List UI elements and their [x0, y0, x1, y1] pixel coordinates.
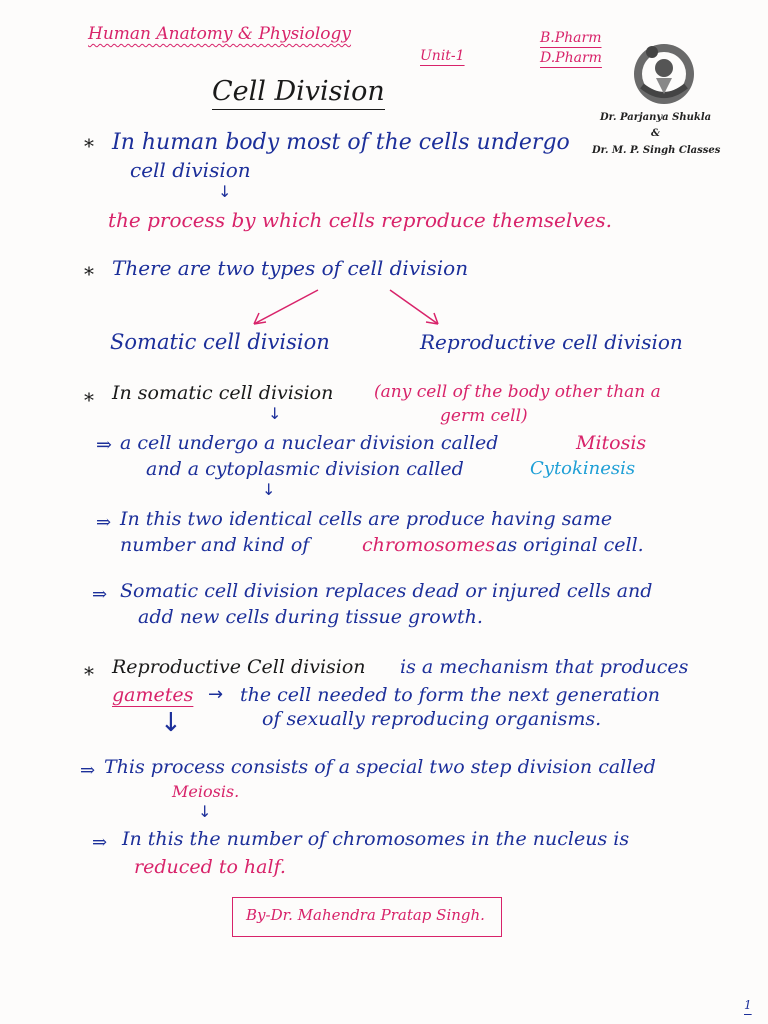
arrow-down-3: ↓	[262, 480, 276, 499]
p1-line1: In human body most of the cells undergo	[112, 130, 570, 155]
p5-line2a: number and kind of	[120, 534, 310, 556]
p7-line3: of sexually reproducing organisms.	[262, 708, 602, 730]
implies-9: ⇒	[92, 832, 108, 853]
p4-cytokinesis: Cytokinesis	[530, 458, 636, 479]
p4-mitosis: Mitosis	[576, 432, 647, 454]
type-reproductive: Reproductive cell division	[420, 330, 683, 354]
implies-4: ⇒	[96, 434, 112, 456]
type-somatic: Somatic cell division	[110, 330, 330, 354]
p7-title: Reproductive Cell division	[112, 656, 366, 678]
course-dpharm: D.Pharm	[540, 50, 602, 66]
bullet-3: *	[84, 388, 94, 412]
implies-8: ⇒	[80, 760, 96, 781]
page-number: 1	[744, 998, 752, 1012]
credit-name-2: Dr. M. P. Singh Classes	[592, 145, 721, 156]
arrow-down-7: ↓	[160, 708, 182, 738]
p3-note: (any cell of the body other than a	[374, 382, 661, 402]
p5-chromosomes: chromosomes	[362, 534, 496, 556]
unit-label: Unit-1	[420, 48, 465, 64]
p5-line2b: as original cell.	[496, 534, 644, 556]
p1-definition: the process by which cells reproduce themselves.	[108, 208, 613, 232]
credit-name-1: Dr. Parjanya Shukla	[600, 112, 712, 123]
credit-amp: &	[651, 128, 661, 139]
p9-line2: reduced to half.	[134, 856, 286, 878]
p5-line1: In this two identical cells are produce having same	[120, 508, 613, 530]
p7-line2: the cell needed to form the next generation	[240, 684, 661, 706]
subject-title: Human Anatomy & Physiology	[88, 24, 352, 44]
signature: By-Dr. Mahendra Pratap Singh.	[246, 906, 485, 924]
course-bpharm: B.Pharm	[540, 30, 602, 46]
classes-logo-icon	[628, 38, 700, 110]
p9-line1: In this the number of chromosomes in the nucleus is	[122, 828, 630, 850]
bullet-7: *	[84, 662, 94, 686]
p4-line1: a cell undergo a nuclear division called	[120, 432, 499, 454]
p8-meiosis: Meiosis.	[172, 782, 240, 801]
p6-line2: add new cells during tissue growth.	[138, 606, 483, 628]
p6-line1: Somatic cell division replaces dead or injured cells and	[120, 580, 653, 602]
p8-line1: This process consists of a special two step division called	[104, 756, 656, 778]
implies-6: ⇒	[92, 584, 108, 605]
implies-5: ⇒	[96, 512, 112, 533]
arrow-down-2: ↓	[268, 404, 282, 423]
p4-line2: and a cytoplasmic division called	[146, 458, 464, 480]
p7-gametes: gametes	[112, 684, 194, 706]
p2-text: There are two types of cell division	[112, 256, 469, 280]
bullet-2: *	[84, 262, 94, 286]
p7-line1: is a mechanism that produces	[400, 656, 689, 678]
p1-line2: cell division	[130, 158, 251, 182]
arrow-down-8: ↓	[198, 802, 212, 821]
page-title: Cell Division	[212, 76, 385, 110]
bullet-1: *	[84, 134, 94, 158]
arrow-right-7: →	[208, 684, 224, 705]
arrow-down-1: ↓	[218, 182, 232, 201]
p3-note-cont: germ cell)	[440, 406, 528, 426]
p3-text: In somatic cell division	[112, 382, 334, 404]
